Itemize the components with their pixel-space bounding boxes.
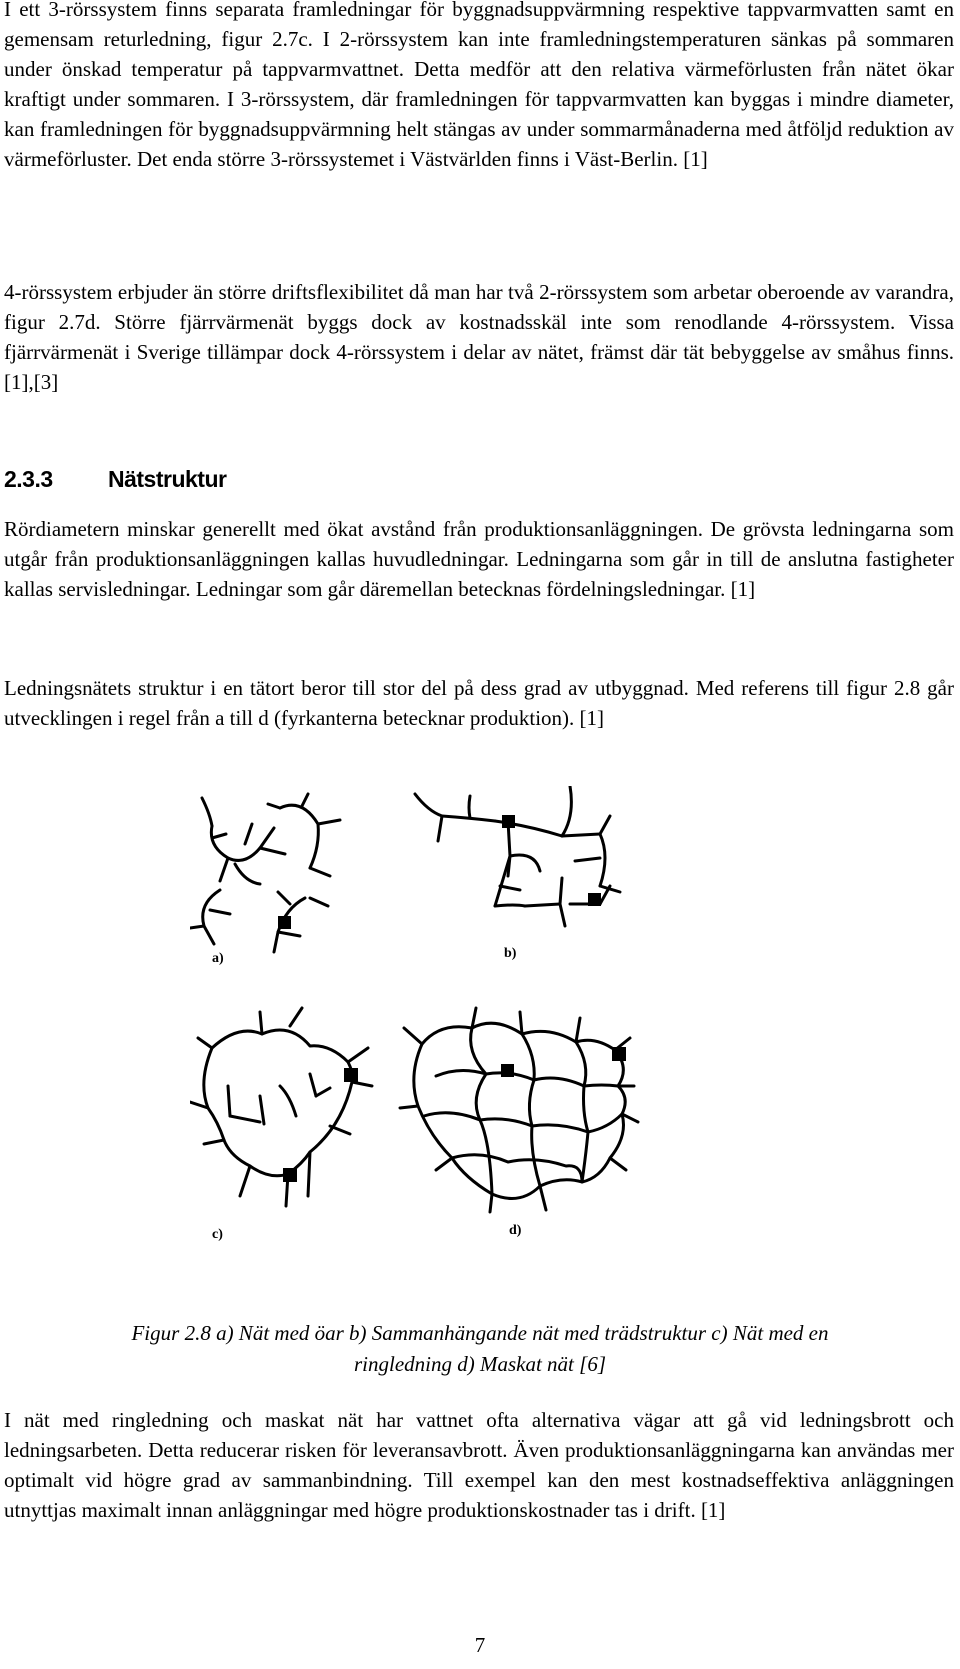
diagram-label-b: b) — [504, 946, 517, 961]
paragraph-4-ror-system: 4-rörssystem erbjuder än större driftsflexibilitet då man har två 2-rörssystem som arbetar oberoende av varandra, figur 2.7d. Större fjärrvärmenät byggs dock av kostnadsskäl inte som renodlande 4-rörssystem. Vissa fjärrvärmenät i Sverige tillämpar dock 4-rörssystem i delar av nätet, främst där tät bebyggelse av småhus finns. [1],[3] — [4, 280, 954, 394]
page-number: 7 — [474, 1633, 486, 1657]
section-number: 2.3.3 — [4, 466, 53, 492]
diagram-c-ring — [190, 1008, 372, 1206]
section-heading — [4, 466, 226, 493]
figure-caption-line-1: Figur 2.8 a) Nät med öar b) Sammanhängande nät med trädstruktur c) Nät med en — [131, 1321, 829, 1345]
figure-caption — [30, 1318, 930, 1380]
figure-caption-line-2: ringledning d) Maskat nät [6] — [354, 1352, 606, 1376]
section-title: Nätstruktur — [108, 466, 227, 492]
paragraph-3-ror-system: I ett 3-rörssystem finns separata framledningar för byggnadsuppvärmning respektive tappvarmvatten samt en gemensam returledning, figur 2.7c. I 2-rörssystem kan inte framledningstemperaturen sänkas på sommaren under önskad temperatur på tappvarmvattnet. Detta medför att den relativa värmeförlusten från nätet ökar kraftigt under sommaren. I 3-rörssystem, där framledningen för tappvarmvatten kan byggas i mindre diameter, kan framledningen för byggnadsuppvärmning helt stängas av under sommarmånaderna med åtföljd reduktion av värmeförluster. Det enda större 3-rörssystemet i Västvärlden finns i Väst-Berlin. [1] — [4, 0, 954, 171]
diagram-d-mesh — [400, 1008, 638, 1212]
diagram-label-a: a) — [212, 951, 224, 966]
paragraph-ringledning: I nät med ringledning och maskat nät har vattnet ofta alternativa vägar att gå vid ledningsbrott och ledningsarbeten. Detta reducerar risken för leveransavbrott. Även produktionsanläggningarna kan användas mer optimalt vid högre grad av sammanbindning. Till exempel kan den mest kostnadseffektiva anläggningen utnyttjas maximalt innan anläggningar med högre produktionskostnader tas i drift. [1] — [4, 1408, 954, 1522]
diagram-label-c: c) — [212, 1227, 223, 1242]
paragraph-rordiameter: Rördiametern minskar generellt med ökat avstånd från produktionsanläggningen. De grövsta ledningarna som utgår från produktionsanläggningen kallas huvudledningar. Ledningarna som går in till de anslutna fastigheter kallas servisledningar. Ledningar som går däremellan betecknas fördelningsledningar. [1] — [4, 517, 954, 601]
diagram-label-d: d) — [509, 1223, 522, 1238]
diagram-a-islands — [190, 794, 340, 952]
network-structure-figure — [190, 786, 760, 1306]
paragraph-natstruktur: Ledningsnätets struktur i en tätort beror till stor del på dess grad av utbyggnad. Med referens till figur 2.8 går utvecklingen i regel från a till d (fyrkanterna betecknar produktion). [1] — [4, 676, 954, 730]
